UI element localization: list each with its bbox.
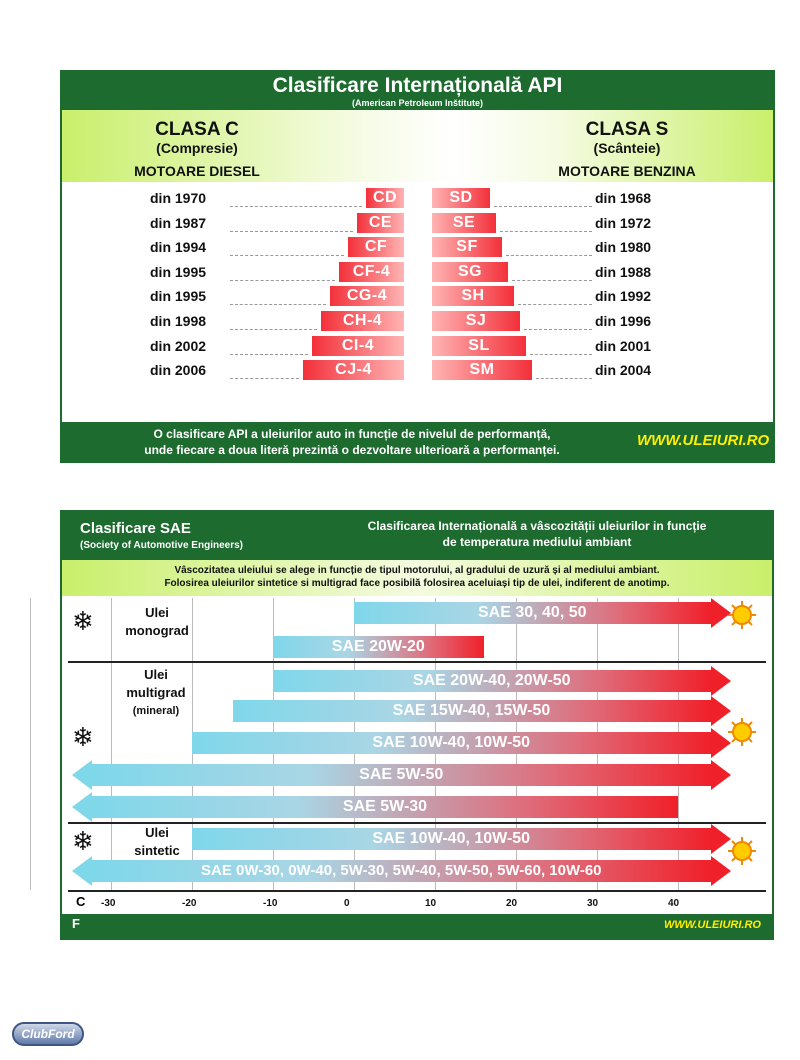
sae-note-line-2: Folosirea uleiurilor sintetice si multigrad face posibilă folosirea aceluiași tip de ulei, indiferent de anotimp. <box>164 578 670 589</box>
group-label-monograd-line-2: monograd <box>125 623 189 638</box>
oil-grade-bar <box>233 700 711 722</box>
oil-grade-bar <box>92 860 711 882</box>
snowflake-icon: ❄ <box>72 722 94 752</box>
petrol-api-code: SH <box>432 286 514 306</box>
group-label-multigrad <box>116 666 196 720</box>
group-divider-1 <box>68 661 766 663</box>
class-s-name: CLASA S <box>585 119 669 140</box>
leader-line <box>518 304 592 305</box>
sun-icon <box>727 600 757 630</box>
petrol-year: din 1968 <box>595 190 652 206</box>
petrol-api-code: SF <box>432 237 502 257</box>
arrow-right-icon <box>711 824 731 854</box>
diesel-year: din 1998 <box>150 313 207 329</box>
sae-footer <box>62 914 772 938</box>
petrol-year: din 2001 <box>595 337 652 354</box>
api-subtitle: (American Petroleum Inštitute) <box>351 98 484 108</box>
api-website: WWW.ULEIURI.RO <box>637 432 770 449</box>
petrol-api-code: SE <box>432 213 496 233</box>
axis-divider <box>68 890 766 892</box>
petrol-year: din 1980 <box>595 239 652 256</box>
oil-grade-bar <box>192 732 711 754</box>
celsius-tick: 30 <box>587 898 599 909</box>
celsius-tick: -10 <box>263 898 278 909</box>
clubford-logo[interactable]: ClubFord <box>12 1022 84 1046</box>
petrol-api-code: SG <box>432 262 508 282</box>
sae-heading-line-1: Clasificarea Internațională a vâscozității uleiurilor in funcție <box>367 519 707 533</box>
sae-title-bar <box>62 512 772 560</box>
oil-grade-label: SAE 5W-50 <box>359 766 444 783</box>
gridline <box>30 598 31 890</box>
diesel-year: din 2002 <box>150 337 207 354</box>
diesel-api-code: CJ-4 <box>303 360 404 380</box>
diesel-year: din 1970 <box>150 190 207 206</box>
petrol-year: din 2004 <box>595 362 652 379</box>
oil-grade-bar <box>92 764 711 786</box>
oil-grade-bar <box>273 636 484 658</box>
oil-grade-bar <box>192 828 711 850</box>
group-label-sintetic <box>122 824 192 860</box>
arrow-right-icon <box>711 728 731 758</box>
leader-line <box>230 280 335 281</box>
petrol-year: din 1996 <box>595 313 652 329</box>
group-label-sintetic-line-2: sintetic <box>134 843 180 858</box>
diesel-api-code: CE <box>357 213 404 233</box>
diesel-api-code: CF <box>348 237 404 257</box>
arrow-left-icon <box>72 792 92 822</box>
diesel-year: din 1987 <box>150 214 207 231</box>
oil-grade-label: SAE 15W-40, 15W-50 <box>392 702 551 719</box>
class-c-sub: (Compresie) <box>156 140 238 156</box>
sun-icon <box>727 717 757 747</box>
oil-grade-label: SAE 30, 40, 50 <box>477 604 587 621</box>
leader-line <box>536 378 592 379</box>
class-s-sub: (Scânteie) <box>593 140 661 156</box>
sae-subtitle: (Society of Automotive Engineers) <box>80 540 243 551</box>
diesel-year: din 1995 <box>150 288 207 305</box>
sae-note <box>62 560 772 596</box>
snowflake-icon: ❄ <box>72 826 94 856</box>
class-c-name: CLASA C <box>155 119 239 140</box>
oil-grade-label: SAE 10W-40, 10W-50 <box>372 830 531 847</box>
celsius-tick: -20 <box>182 898 197 909</box>
sae-website: WWW.ULEIURI.RO <box>664 919 761 931</box>
leader-line <box>230 354 308 355</box>
celsius-tick: 20 <box>506 898 518 909</box>
sae-heading-line-2: de temperatura mediului ambiant <box>442 535 632 549</box>
petrol-year: din 1992 <box>595 288 652 305</box>
axis-unit-celsius: C <box>76 894 86 909</box>
arrow-left-icon <box>72 856 92 886</box>
leader-line <box>506 255 592 256</box>
oil-grade-bar <box>92 796 678 818</box>
api-title: Clasificare Internațională API <box>272 74 563 97</box>
arrow-right-icon <box>711 598 731 628</box>
diesel-api-code: CD <box>366 188 404 208</box>
leader-line <box>230 329 317 330</box>
oil-grade-label: SAE 20W-40, 20W-50 <box>412 672 571 689</box>
celsius-tick: 40 <box>668 898 680 909</box>
petrol-year: din 1972 <box>595 214 652 231</box>
oil-grade-label: SAE 10W-40, 10W-50 <box>372 734 531 751</box>
class-c-header <box>112 120 282 180</box>
leader-line <box>500 231 592 232</box>
sae-note-line-1: Vâscozitatea uleiului se alege in funcție de tipul motorului, al gradului de uzură și al mediului ambiant. <box>174 565 660 576</box>
api-classification-panel <box>60 70 775 463</box>
leader-line <box>524 329 592 330</box>
group-label-monograd <box>122 604 192 640</box>
petrol-api-code: SL <box>432 336 526 356</box>
oil-grade-label: SAE 20W-20 <box>331 638 425 655</box>
oil-grade-label: SAE 0W-30, 0W-40, 5W-30, 5W-40, 5W-50, 5W-60, 10W-60 <box>200 862 602 879</box>
leader-line <box>230 231 353 232</box>
snowflake-icon: ❄ <box>72 606 94 636</box>
group-label-monograd-line-1: Ulei <box>145 605 169 620</box>
arrow-right-icon <box>711 760 731 790</box>
celsius-tick: 0 <box>344 898 350 909</box>
sae-title: Clasificare SAE <box>80 520 191 537</box>
axis-unit-fahrenheit: F <box>72 916 80 931</box>
class-c-engines: MOTOARE DIESEL <box>134 163 260 179</box>
sun-icon <box>727 836 757 866</box>
diesel-year: din 1994 <box>150 239 207 256</box>
diesel-api-code: CH-4 <box>321 311 404 331</box>
oil-grade-bar <box>273 670 711 692</box>
leader-line <box>230 255 344 256</box>
diesel-api-code: CI-4 <box>312 336 404 356</box>
api-footer-line-2: unde fiecare a doua literă prezintă o dezvoltare ulterioară a performanței. <box>144 443 560 457</box>
leader-line <box>230 378 299 379</box>
celsius-tick: -30 <box>101 898 116 909</box>
class-s-header <box>542 120 712 180</box>
sae-classification-panel <box>60 510 774 940</box>
diesel-year: din 1995 <box>150 263 207 280</box>
group-label-multigrad-line-2: multigrad <box>126 685 186 700</box>
arrow-right-icon <box>711 666 731 696</box>
petrol-api-code: SM <box>432 360 532 380</box>
leader-line <box>230 206 362 207</box>
arrow-right-icon <box>711 696 731 726</box>
group-label-multigrad-line-1: Ulei <box>144 667 168 682</box>
leader-line <box>512 280 592 281</box>
arrow-right-icon <box>711 856 731 886</box>
api-footer <box>62 422 773 461</box>
class-s-engines: MOTOARE BENZINA <box>558 163 696 179</box>
api-title-bar <box>62 72 773 110</box>
api-footer-line-1: O clasificare API a uleiurilor auto in funcție de nivelul de performanță, <box>153 427 551 441</box>
diesel-api-code: CG-4 <box>330 286 404 306</box>
oil-grade-label: SAE 5W-30 <box>342 798 428 815</box>
leader-line <box>494 206 592 207</box>
petrol-year: din 1988 <box>595 263 652 280</box>
leader-line <box>230 304 326 305</box>
group-label-multigrad-line-3: (mineral) <box>132 705 180 717</box>
celsius-tick: 10 <box>425 898 437 909</box>
petrol-api-code: SD <box>432 188 490 208</box>
diesel-year: din 2006 <box>150 362 207 379</box>
api-footer-text <box>72 426 632 458</box>
gridline <box>111 598 112 890</box>
diesel-api-code: CF-4 <box>339 262 404 282</box>
oil-grade-bar <box>354 602 711 624</box>
petrol-api-code: SJ <box>432 311 520 331</box>
sae-heading <box>312 518 762 550</box>
group-label-sintetic-line-1: Ulei <box>145 825 169 840</box>
arrow-left-icon <box>72 760 92 790</box>
leader-line <box>530 354 592 355</box>
